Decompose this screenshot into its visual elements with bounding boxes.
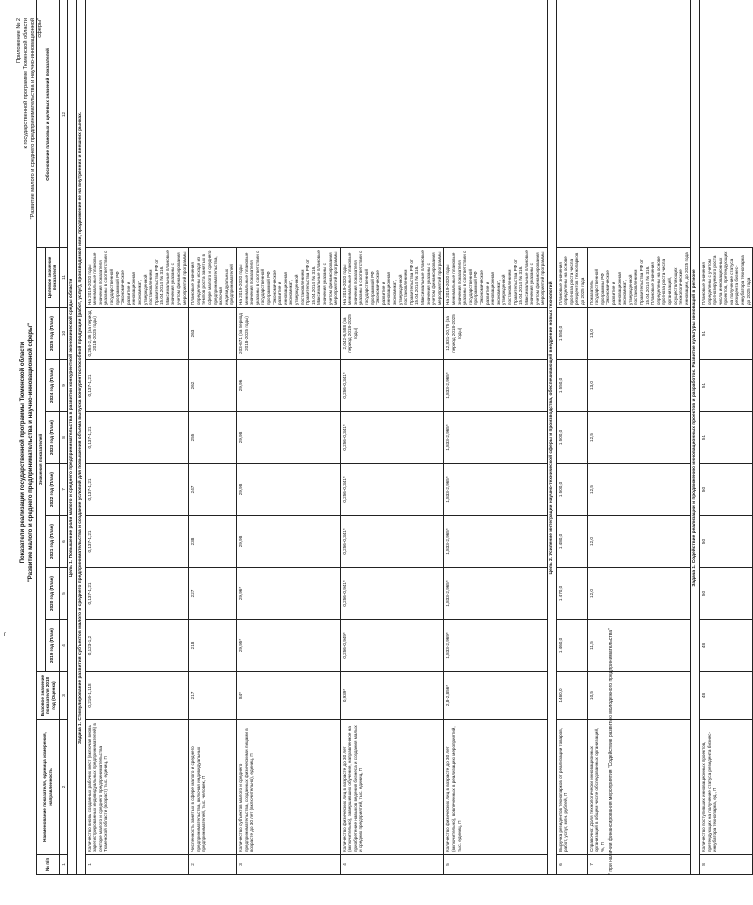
col-2024: 2024 год (План) (45, 360, 59, 412)
row-target: 13,0 (587, 308, 691, 360)
section-goal2-text: Цель 2. Усиление интеграции научно-технической сферы и производства, обеспечивающей внедрение новых технологий (548, 0, 557, 875)
col-basis: Обоснование плановых и целевых значений показателей (37, 0, 60, 247)
row-value: 51 (699, 360, 752, 412)
row-value: 48 (699, 672, 752, 720)
row-value: 1 460,0 (556, 620, 587, 672)
column-index-row (59, 0, 68, 875)
row-value: 1,833-2,965* (444, 568, 548, 620)
column-index: 12 (59, 0, 68, 247)
row-value: 0,256-0,341* (340, 360, 444, 412)
row-value: 1 470,0 (556, 568, 587, 620)
column-index: 11 (59, 247, 68, 307)
section-task1 (76, 0, 85, 875)
col-2019: 2019 год (План) (45, 620, 59, 672)
row-basis: На 2019-2020 годы минимальные плановые значения показателя указаны в соответствии с государственной программой РФ "Экономическое развитие и инновационная экономика", утвержденной постановлением Правительства РФ от 15.04.2014 № 316. Максимальные плановые значения указаны с учетом финансирования мероприятий программы (237, 247, 341, 307)
row-value: 12,0 (587, 568, 691, 620)
table-row (587, 0, 691, 875)
col-2021: 2021 год (План) (45, 516, 59, 568)
row-value: 0,256-0,341* (340, 464, 444, 516)
column-index: 2 (59, 720, 68, 855)
row-value: 29,98 (237, 412, 341, 464)
row-no: 4 (340, 855, 444, 875)
column-index: 3 (59, 672, 68, 720)
section-goal1 (68, 0, 77, 875)
heading-line2: "Развитие малого и среднего предпринимательства и научно-инновационной сферы" (27, 322, 34, 583)
row-value: 218 (189, 620, 237, 672)
row-value: 2,8-2,856* (444, 672, 548, 720)
row-value: 1 500,0 (556, 412, 587, 464)
row-value: 29,96* (237, 568, 341, 620)
row-value: 12,5 (587, 412, 691, 464)
row-value: 0,137-1,21 (85, 568, 189, 620)
row-basis: Плановые значения определены на основе прогноза роста числа резидентов технопарков до 2025 года (556, 247, 587, 307)
row-basis: Показатель государственной программы РФ "Экономическое развитие и инновационная экономика", утвержденной постановлением Правительства РФ от 15.04.2014 № 316. Плановые значения определены на основе прогноза роста числа организаций, осуществляющих технологические инновации, до 2025 года (587, 247, 691, 307)
row-target: 203-671 (за период 2018-2025 годы) (237, 308, 341, 360)
section-goal2 (548, 0, 557, 875)
row-value: 0,256-0,941* (340, 568, 444, 620)
section-goal1-text: Цель 1. Повышение роли малого и среднего предпринимательства в развитии конкурентной экономической среды области (68, 0, 77, 875)
row-value: 48 (699, 620, 752, 672)
row-basis: Плановые значения определены с учетом прогнозируемого роста числа инновационных проектов, претендующих на получение статуса резидента бизнес-инкубатора технопарка до 2025 года (699, 247, 752, 307)
row-value: 1,833-2,965* (444, 464, 548, 516)
footnote: * при наличии финансирования мероприятия "Содействие развитию молодежного предпринимательства" (608, 628, 614, 875)
row-name: Количество субъектов малого и среднего предпринимательства, созданных физическими лицами в возрасте до 30 лет (включительно), единиц, П (237, 720, 341, 855)
row-value: 1460,0 (556, 672, 587, 720)
table-row (189, 0, 237, 875)
row-value: 29,95* (237, 620, 341, 672)
col-2025: 2025 год (План) (45, 308, 59, 360)
row-target: 51 (699, 308, 752, 360)
column-index: 9 (59, 360, 68, 412)
row-no: 1 (85, 855, 189, 875)
row-value: 227 (189, 568, 237, 620)
table-row (85, 0, 189, 875)
column-index: 1 (59, 855, 68, 875)
row-target: 0,264-2,46 (за период 2018-2025 годы) (85, 308, 189, 360)
row-value: 1,833-2,969* (444, 620, 548, 672)
row-value: 1 500,0 (556, 464, 587, 516)
row-value: 50 (699, 516, 752, 568)
row-value: 0,137-1,21 (85, 516, 189, 568)
row-value: 29,96 (237, 360, 341, 412)
row-value: 1 550,0 (556, 360, 587, 412)
heading-line1: Показатели реализации государственной программы Тюменской области (20, 341, 26, 564)
col-2020: 2020 год (План) (45, 568, 59, 620)
row-no: 5 (444, 855, 548, 875)
row-value: 12,5 (587, 464, 691, 516)
row-no: 3 (237, 855, 341, 875)
column-index: 8 (59, 412, 68, 464)
row-value: 0,939* (340, 672, 444, 720)
column-index: 6 (59, 516, 68, 568)
row-value: 29,98 (237, 516, 341, 568)
row-value: 1 480,0 (556, 516, 587, 568)
row-target: 12,831-20,75 (за период 2018-2025 годы) (444, 308, 548, 360)
row-name: Выручка резидентов технопарков от реализации товаров, работ, услуг, млн. рублей, П (556, 720, 587, 855)
row-no: 7 (587, 855, 691, 875)
indicators-table (36, 0, 753, 875)
row-value: 0,256-0,341* (340, 412, 444, 464)
row-name: Количество поступивших инновационных проектов, претендующих на получение статуса резидента бизнес-инкубатора технопарка, ед., П (699, 720, 752, 855)
row-value: 12,0 (587, 516, 691, 568)
row-target: 2,042-6,588 (за период 2018-2025 годы) (340, 308, 444, 360)
row-name: Количество физических лиц в возрасте до 30 лет (включительно), завершивших обучение, направленное на приобретение навыков ведения бизнеса и создания малых и средних предприятий, тыс. единиц, П (340, 720, 444, 855)
row-value: 50 (699, 464, 752, 516)
row-value: 217 (189, 672, 237, 720)
appendix-line1: Приложение № 2 (16, 18, 22, 64)
col-2022: 2022 год (План) (45, 464, 59, 516)
row-value: 29,98 (237, 464, 341, 516)
row-value: 247 (189, 464, 237, 516)
appendix-line2: к государственной программе Тюменской области (23, 18, 29, 149)
column-index: 5 (59, 568, 68, 620)
row-value: 0,137-1,21 (85, 464, 189, 516)
table-row (556, 0, 587, 875)
header-row (37, 0, 46, 875)
table-row (237, 0, 341, 875)
row-value: 0,256-0,341* (340, 516, 444, 568)
row-value: 0,137-1,21 (85, 412, 189, 464)
table-body (59, 0, 752, 875)
row-value: 0,123-1,2 (85, 620, 189, 672)
row-target: 263 (189, 308, 237, 360)
row-value: 1,833-2,965* (444, 412, 548, 464)
column-index: 4 (59, 620, 68, 672)
row-value: 1,833-2,965* (444, 516, 548, 568)
section-task1-text: Задача 1. Стимулирование развития субъектов малого и среднего предпринимательства и создание условий для повышения объема выпуска конкурентоспособной продукции (работ, услуг), производимой ими, продвижение ее на внутренних и внешних рынках. (76, 0, 85, 875)
row-value: 0,137-1,21 (85, 360, 189, 412)
col-base: Базовое значение показателя 2018 год (Оценка) (37, 672, 60, 720)
row-name: Количество вновь созданных рабочих мест (включая вновь зарегистрированных индивидуальных предпринимателей) в секторе малого и среднего предпринимательства Тюменской области (возраст) тыс. единиц, П (85, 720, 189, 855)
row-no: 6 (556, 855, 587, 875)
row-value: 238 (189, 516, 237, 568)
table-row (444, 0, 548, 875)
col-name: Наименование показателя, единица измерения, направленность (37, 720, 60, 855)
appendix-line3: "Развитие малого и среднего предпринимательства и научно-инновационной сферы" (30, 18, 43, 220)
table-row (699, 0, 752, 875)
row-name: Справочно: Доля технологически инновационных организаций в общем числе обследованных организаций, %, П (587, 720, 691, 855)
column-index: 7 (59, 464, 68, 516)
col-no: № п/п (37, 855, 60, 875)
row-value: 0,216-1,118 (85, 672, 189, 720)
row-no: 8 (699, 855, 752, 875)
row-value: 262 (189, 360, 237, 412)
row-basis: На 2019-2020 годы минимальные плановые значения показателя указаны в соответствии с государственной программой РФ "Экономическое развитие и инновационная экономика", утвержденной постановлением Правительства РФ от 15.04.2014 № 316. Максимальные плановые значения указаны с учетом финансирования мероприятий программы (85, 247, 189, 307)
row-value: 0,256-0,949* (340, 620, 444, 672)
margin-mark: г (4, 632, 7, 638)
table-row (340, 0, 444, 875)
section-task2 (691, 0, 700, 875)
row-name: Количество физических лиц в возрасте до 30 лет (включительно), вовлеченных в реализацию мероприятий, тыс. единиц, П (444, 720, 548, 855)
row-basis: На 2019-2020 годы минимальные плановые значения показателя указаны в соответствии с государственной программой РФ "Экономическое развитие и инновационная экономика", утвержденной постановлением Правительства РФ от 15.04.2014 № 316. Максимальные плановые значения указаны с учетом финансирования мероприятий программы (444, 247, 548, 307)
row-no: 2 (189, 855, 237, 875)
row-value: 13,0 (587, 360, 691, 412)
row-value: 84* (237, 672, 341, 720)
col-values-group: Значения показателей (37, 247, 46, 671)
row-value: 255 (189, 412, 237, 464)
row-name: Численность занятых в сфере малого и среднего предпринимательства, включая индивидуальных предпринимателей, тыс. человек, П (189, 720, 237, 855)
section-task2-text: Задача 1. Содействие реализации и продвижению инновационных проектов и разработок. Развитие культуры инноваций в регионе (691, 0, 700, 875)
document-heading (20, 60, 35, 845)
row-basis: На 2019-2020 годы минимальные плановые значения показателя указаны в соответствии с государственной программой РФ "Экономическое развитие и инновационная экономика", утвержденной постановлением Правительства РФ от 15.04.2014 № 316. Максимальные плановые значения указаны с учетом финансирования мероприятий программы (340, 247, 444, 307)
column-index: 10 (59, 308, 68, 360)
row-value: 11,5 (587, 620, 691, 672)
row-target: 1 550,0 (556, 308, 587, 360)
row-value: 51 (699, 412, 752, 464)
row-value: 10,5 (587, 672, 691, 720)
col-2023: 2023 год (План) (45, 412, 59, 464)
row-value: 1,833-2,965* (444, 360, 548, 412)
row-basis: Плановые значения определены исходя из темпов роста занятых в сфере малого и среднего предпринимательства, включая индивидуальных предпринимателей (189, 247, 237, 307)
col-target: Целевое значение показателя (45, 247, 59, 307)
row-value: 50 (699, 568, 752, 620)
